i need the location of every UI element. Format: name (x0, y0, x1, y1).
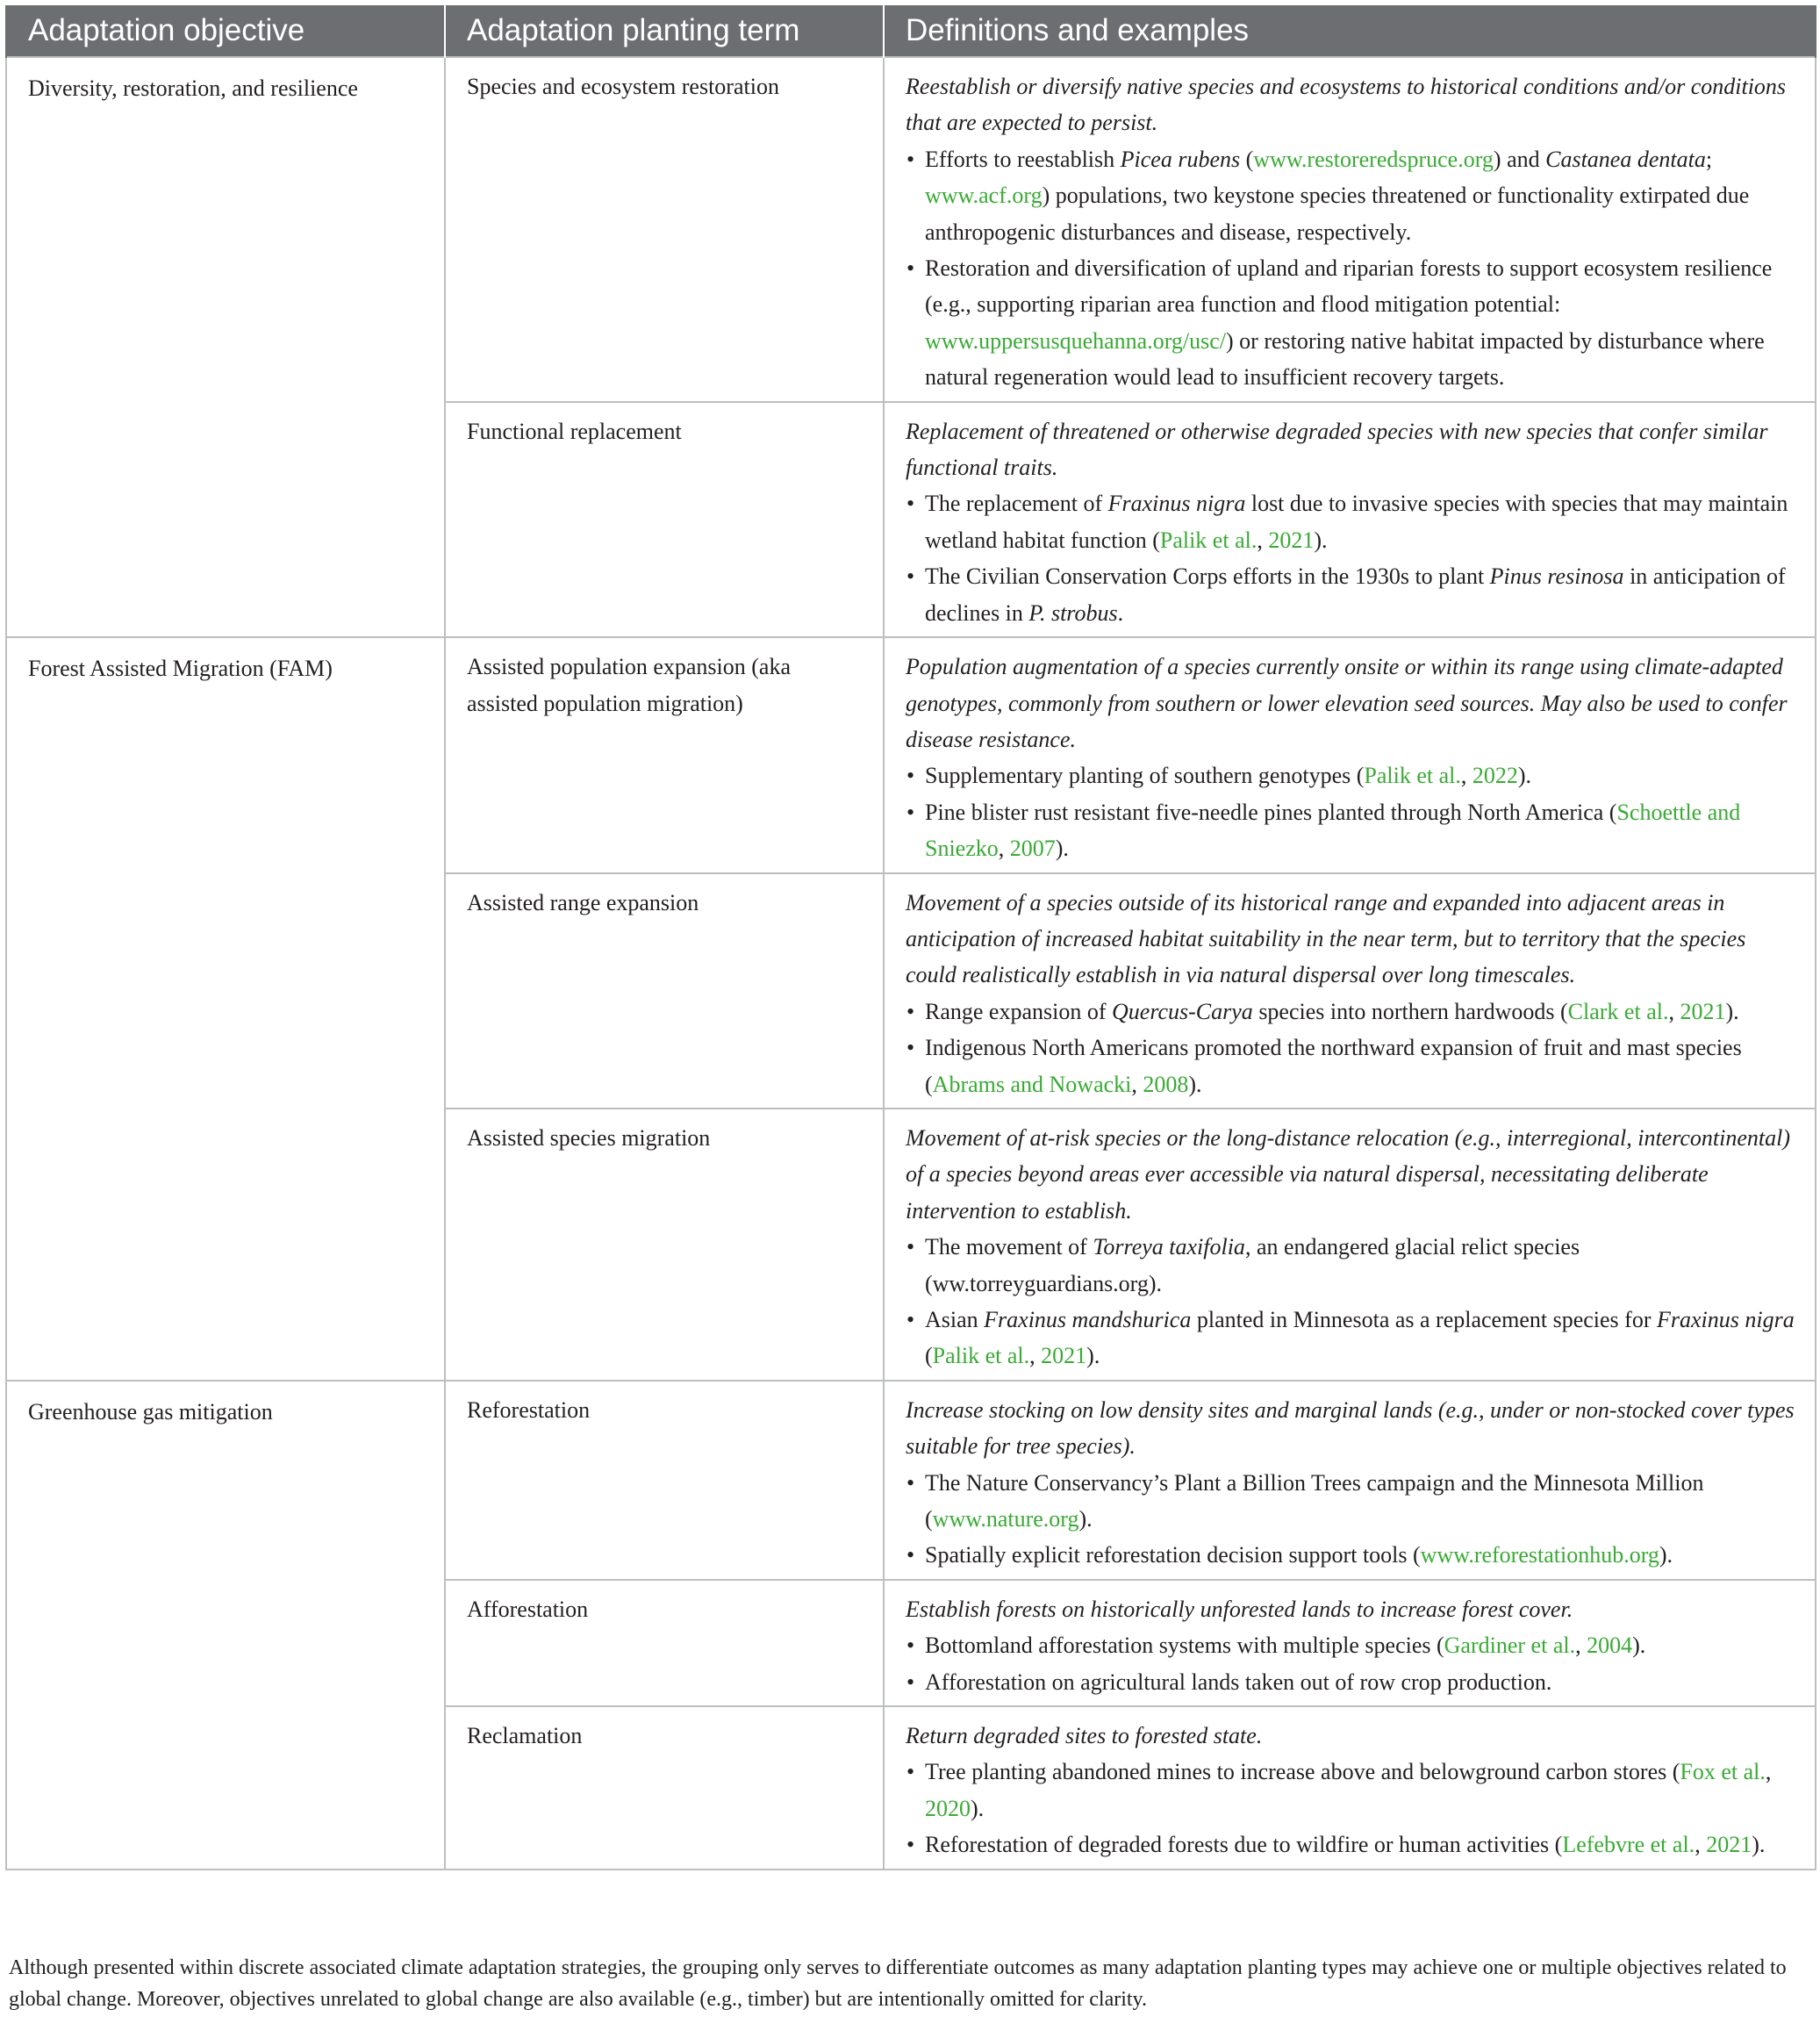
table-header-row (6, 5, 1816, 57)
example-item (906, 1302, 1797, 1374)
examples-list (906, 141, 1797, 396)
citation-link[interactable]: Palik et al. (932, 1343, 1030, 1369)
example-text: ). (1055, 836, 1069, 862)
header-adaptation-planting-term: Adaptation planting term (445, 5, 884, 57)
example-text: ). (971, 1795, 985, 1821)
citation-link[interactable]: 2021 (1706, 1832, 1752, 1858)
term-cell: Assisted population expansion (aka assisted population migration) (445, 637, 884, 872)
example-item (906, 1754, 1797, 1826)
example-text: ). (1517, 763, 1532, 789)
citation-link[interactable]: Abrams and Nowacki (932, 1071, 1132, 1097)
example-text: Restoration and diversification of upland and riparian forests to support ecosystem resilience (e.g., supporting riparian area function and flood mitigation potential: (925, 255, 1773, 318)
example-text: , (998, 836, 1010, 862)
species-name: Fraxinus mandshurica (984, 1307, 1192, 1332)
examples-list (906, 1754, 1797, 1862)
definition-cell (884, 57, 1816, 402)
example-item (906, 485, 1797, 558)
species-name: Pinus resinosa (1489, 563, 1624, 590)
example-text: , an endangered glacial relict species (ww.torreyguardians.org). (925, 1234, 1580, 1296)
header-definitions-and-examples: Definitions and examples (884, 5, 1816, 57)
example-text: in anticipation of declines in (925, 563, 1786, 626)
example-text: The movement of (925, 1234, 1093, 1260)
citation-link[interactable]: Fox et al. (1680, 1759, 1766, 1785)
example-item (906, 1229, 1797, 1302)
example-text: Bottomland afforestation systems with multiple species ( (925, 1633, 1444, 1659)
example-text: The Nature Conservancy’s Plant a Billion Trees campaign and the Minnesota Million ( (925, 1469, 1704, 1532)
citation-link[interactable]: 2004 (1587, 1633, 1633, 1659)
example-item (906, 141, 1797, 250)
definition-text: Replacement of threatened or otherwise degraded species with new species that confer similar functional traits. (906, 418, 1768, 481)
citation-link[interactable]: www.uppersusquehanna.org/usc/ (925, 327, 1226, 354)
examples-list (906, 757, 1797, 866)
example-text: ). (1314, 527, 1328, 553)
citation-link[interactable]: www.reforestationhub.org (1420, 1542, 1659, 1568)
citation-link[interactable]: 2007 (1009, 836, 1056, 862)
definition-cell (884, 1580, 1816, 1706)
example-text: ). (1188, 1071, 1202, 1097)
objective-cell: Diversity, restoration, and resilience (6, 57, 445, 637)
citation-link[interactable]: www.nature.org (932, 1506, 1079, 1532)
species-name: Torreya taxifolia (1093, 1234, 1245, 1260)
citation-link[interactable]: 2021 (1041, 1343, 1087, 1369)
example-item (906, 558, 1797, 631)
example-text: ). (1725, 998, 1739, 1024)
example-text: . (1117, 599, 1124, 626)
example-item (906, 250, 1797, 396)
example-text: lost due to invasive species with species that may maintain wetland habitat function ( (925, 491, 1788, 553)
definition-cell (884, 1381, 1816, 1580)
species-name: Fraxinus nigra (1656, 1307, 1795, 1332)
definition-text: Increase stocking on low density sites and marginal lands (e.g., under or non-stocked cover types suitable for tree species). (906, 1396, 1795, 1460)
definition-text: Population augmentation of a species currently onsite or within its range using climate-adapted genotypes, commonly from southern or lower elevation seed sources. May also be used to confer disease resistance. (906, 654, 1788, 752)
examples-list (906, 994, 1797, 1102)
example-text: ). (1752, 1832, 1766, 1858)
example-item (906, 1465, 1797, 1538)
species-name: Quercus-Carya (1112, 998, 1253, 1024)
definition-cell (884, 402, 1816, 637)
objective-cell: Forest Assisted Migration (FAM) (6, 637, 445, 1381)
definition-cell (884, 637, 1816, 872)
example-text: The Civilian Conservation Corps efforts in the 1930s to plant (925, 563, 1490, 590)
example-text: , (1695, 1832, 1707, 1858)
definition-text: Movement of a species outside of its historical range and expanded into adjacent areas in anticipation of increased habitat suitability in the near term, but to territory that the species could realistically establish in via natural dispersal over long timescales. (906, 889, 1746, 988)
citation-link[interactable]: Lefebvre et al. (1562, 1832, 1695, 1858)
example-item (906, 1030, 1797, 1102)
example-text: Tree planting abandoned mines to increase above and belowground carbon stores ( (925, 1759, 1680, 1785)
example-text: ( (1240, 146, 1254, 172)
example-text: Asian (925, 1307, 985, 1332)
citation-link[interactable]: www.acf.org (925, 183, 1043, 209)
example-text: ). (1659, 1542, 1673, 1568)
example-text: ). (1632, 1633, 1646, 1659)
term-cell: Functional replacement (445, 402, 884, 637)
table-row (6, 637, 1816, 872)
example-text: ) or restoring native habitat impacted by disturbance where natural regeneration would lead to insufficient recovery targets. (925, 327, 1765, 391)
example-text: , (1131, 1071, 1143, 1097)
citation-link[interactable]: Palik et al. (1159, 527, 1258, 553)
definition-cell (884, 1109, 1816, 1381)
example-item (906, 1664, 1797, 1700)
example-text: , (1575, 1633, 1587, 1659)
example-text: ) and (1493, 146, 1546, 172)
examples-list (906, 485, 1797, 631)
example-text: Indigenous North Americans promoted the northward expansion of fruit and mast species ( (925, 1035, 1742, 1097)
example-text: The replacement of (925, 491, 1108, 517)
example-text: Efforts to reestablish (925, 146, 1121, 172)
citation-link[interactable]: 2021 (1268, 527, 1315, 553)
example-text: ). (1078, 1506, 1093, 1532)
citation-link[interactable]: 2021 (1680, 998, 1726, 1024)
objective-cell: Greenhouse gas mitigation (6, 1381, 445, 1870)
citation-link[interactable]: www.restoreredspruce.org (1253, 146, 1494, 172)
examples-list (906, 1465, 1797, 1574)
term-cell: Afforestation (445, 1580, 884, 1706)
example-text: ( (925, 1343, 933, 1369)
citation-link[interactable]: Gardiner et al. (1444, 1633, 1576, 1659)
example-text: planted in Minnesota as a replacement species for (1191, 1307, 1657, 1332)
example-text: Range expansion of (925, 998, 1113, 1024)
term-cell: Reclamation (445, 1706, 884, 1870)
term-cell: Species and ecosystem restoration (445, 57, 884, 402)
header-adaptation-objective: Adaptation objective (6, 5, 445, 57)
example-text: species into northern hardwoods ( (1252, 998, 1568, 1024)
example-text: Spatially explicit reforestation decision support tools ( (925, 1542, 1421, 1568)
table-footnote: Although presented within discrete associated climate adaptation strategies, the grouping only serves to differentiate outcomes as many adaptation planting types may achieve one or multiple objectives related to global change. Moreover, objectives unrelated to global change are also available (e.g., timber) but are intentionally omitted for clarity. (9, 1956, 1787, 2011)
example-item (906, 757, 1797, 793)
term-cell: Assisted range expansion (445, 873, 884, 1109)
example-text: ; (1705, 146, 1713, 172)
example-text: ) populations, two keystone species threatened or functionality extirpated due anthropogenic disturbances and disease, respectively. (925, 183, 1750, 245)
definition-text: Return degraded sites to forested state. (906, 1723, 1263, 1749)
examples-list (906, 1229, 1797, 1374)
species-name: Fraxinus nigra (1107, 491, 1246, 517)
definition-text: Reestablish or diversify native species and ecosystems to historical conditions and/or conditions that are expected to persist. (906, 74, 1787, 136)
term-cell: Reforestation (445, 1381, 884, 1580)
example-text: ). (1086, 1343, 1100, 1369)
example-text: , (1668, 998, 1680, 1024)
definition-text: Movement of at-risk species or the long-distance relocation (e.g., interregional, intercontinental) of a species beyond areas ever accessible via natural dispersal, necessitating deliberate intervention to establish. (906, 1124, 1790, 1224)
table-row (6, 57, 1816, 402)
example-text: Afforestation on agricultural lands taken out of row crop production. (925, 1669, 1552, 1695)
citation-link[interactable]: Clark et al. (1567, 998, 1669, 1024)
definition-cell (884, 873, 1816, 1109)
citation-link[interactable]: 2008 (1143, 1071, 1189, 1097)
example-text: Supplementary planting of southern genotypes ( (925, 763, 1365, 789)
example-text: , (1460, 763, 1472, 789)
example-item (906, 1826, 1797, 1862)
example-text: , (1765, 1759, 1772, 1785)
definition-cell (884, 1706, 1816, 1870)
species-name: Castanea dentata (1545, 146, 1706, 172)
citation-link[interactable]: Schoettle and Sniezko (925, 799, 1741, 862)
term-cell: Assisted species migration (445, 1109, 884, 1381)
examples-list (906, 1627, 1797, 1700)
example-item (906, 1627, 1797, 1663)
example-text: , (1257, 527, 1269, 553)
table-row (6, 1381, 1816, 1580)
example-text: Pine blister rust resistant five-needle pines planted through North America ( (925, 799, 1617, 825)
citation-link[interactable]: 2022 (1472, 763, 1518, 789)
species-name: P. strobus (1028, 599, 1118, 626)
citation-link[interactable]: 2020 (925, 1795, 971, 1821)
definition-text: Establish forests on historically unforested lands to increase forest cover. (906, 1596, 1573, 1622)
adaptation-table (5, 5, 1816, 1870)
example-text: Reforestation of degraded forests due to wildfire or human activities ( (925, 1832, 1563, 1858)
citation-link[interactable]: Palik et al. (1364, 763, 1461, 789)
species-name: Picea rubens (1120, 146, 1241, 172)
example-text: , (1029, 1343, 1042, 1369)
example-item (906, 994, 1797, 1030)
example-item (906, 1537, 1797, 1573)
example-item (906, 794, 1797, 867)
